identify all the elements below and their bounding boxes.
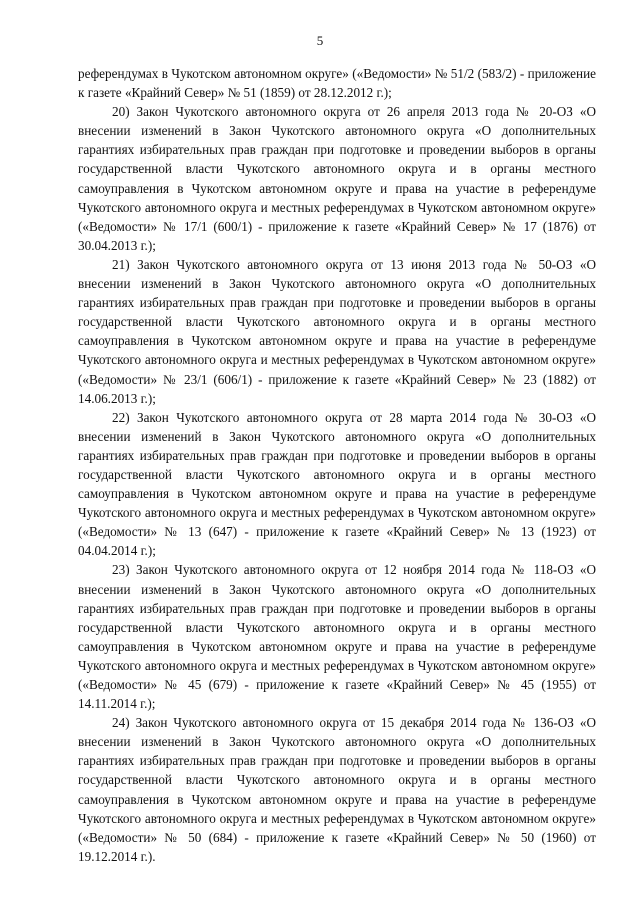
paragraph-item-20: 20) Закон Чукотского автономного округа от 26 апреля 2013 года № 20-ОЗ «О внесении изменений в Закон Чукотского автономного округа «О дополнительных гарантиях избирательных прав граждан при подготовке и проведении выборов в органы государственной власти Чукотского автономного округа и в органы местного самоуправления в Чукотском автономном округе и права на участие в референдуме Чукотского автономного округа и местных референдумах в Чукотском автономном округе» («Ведомости» № 17/1 (600/1) - приложение к газете «Крайний Север» № 17 (1876) от 30.04.2013 г.);	[78, 104, 596, 253]
paragraph-item-22: 22) Закон Чукотского автономного округа от 28 марта 2014 года № 30-ОЗ «О внесении изменений в Закон Чукотского автономного округа «О дополнительных гарантиях избирательных прав граждан при подготовке и проведении выборов в органы государственной власти Чукотского автономного округа и в органы местного самоуправления в Чукотском автономном округе и права на участие в референдуме Чукотского автономного округа и местных референдумах в Чукотском автономном округе» («Ведомости» № 13 (647) - приложение к газете «Крайний Север» № 13 (1923) от 04.04.2014 г.);	[78, 409, 596, 559]
document-body	[78, 64, 596, 866]
paragraph-item-24: 24) Закон Чукотского автономного округа от 15 декабря 2014 года № 136-ОЗ «О внесении изменений в Закон Чукотского автономного округа «О дополнительных гарантиях избирательных прав граждан при подготовке и проведении выборов в органы государственной власти Чукотского автономного округа и в органы местного самоуправления в Чукотском автономном округе и права на участие в референдуме Чукотского автономного округа и местных референдумах в Чукотском автономном округе» («Ведомости» № 50 (684) - приложение к газете «Крайний Север» № 50 (1960) от 19.12.2014 г.).	[78, 715, 596, 864]
paragraph-item-21: 21) Закон Чукотского автономного округа от 13 июня 2013 года № 50-ОЗ «О внесении изменений в Закон Чукотского автономного округа «О дополнительных гарантиях избирательных прав граждан при подготовке и проведении выборов в органы государственной власти Чукотского автономного округа и в органы местного самоуправления в Чукотском автономном округе и права на участие в референдуме Чукотского автономного округа и местных референдумах в Чукотском автономном округе» («Ведомости» № 23/1 (606/1) - приложение к газете «Крайний Север» № 23 (1882) от 14.06.2013 г.);	[78, 256, 596, 406]
paragraph-item-23: 23) Закон Чукотского автономного округа от 12 ноября 2014 года № 118-ОЗ «О внесении изменений в Закон Чукотского автономного округа «О дополнительных гарантиях избирательных прав граждан при подготовке и проведении выборов в органы государственной власти Чукотского автономного округа и в органы местного самоуправления в Чукотском автономном округе и права на участие в референдуме Чукотского автономного округа и местных референдумах в Чукотском автономном округе» («Ведомости» № 45 (679) - приложение к газете «Крайний Север» № 45 (1955) от 14.11.2014 г.);	[78, 562, 596, 712]
paragraph-continuation: референдумах в Чукотском автономном округе» («Ведомости» № 51/2 (583/2) - приложение к газете «Крайний Север» № 51 (1859) от 28.12.2012 г.);	[78, 66, 596, 101]
page-number: 5	[316, 33, 324, 48]
